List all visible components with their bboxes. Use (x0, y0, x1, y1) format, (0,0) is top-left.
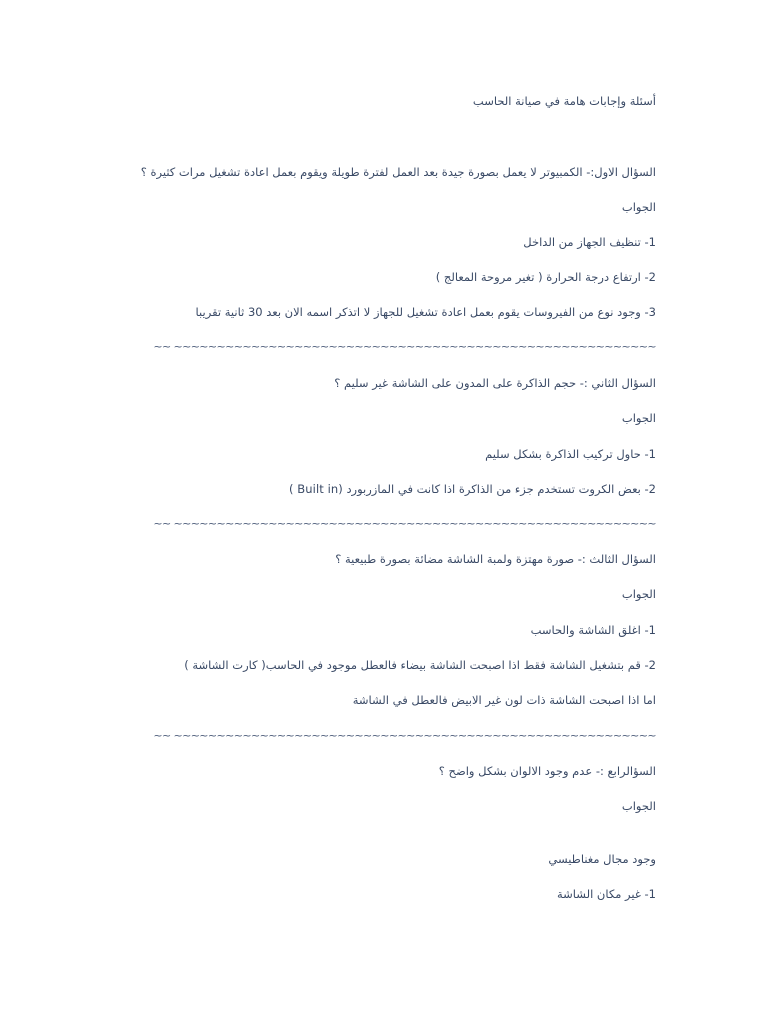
answer-3-item-2: 2- قم بتشغيل الشاشة فقط اذا اصبحت الشاشة بيضاء فالعطل موجود في الحاسب( كارت الشاشة ) (184, 658, 656, 672)
answer-2-item-2: 2- بعض الكروت تستخدم جزء من الذاكرة اذا كانت في المازربورد (Built in ) (289, 482, 656, 496)
question-2: السؤال الثاني :- حجم الذاكرة على المدون على الشاشة غير سليم ؟ (334, 376, 656, 390)
answer-label-2: الجواب (621, 411, 656, 425)
answer-4-item-1: 1- غير مكان الشاشة (557, 887, 656, 901)
answer-1-item-3: 3- وجود نوع من الفيروسات يقوم بعمل اعادة تشغيل للجهاز لا اتذكر اسمه الان بعد 30 ثانية تقريبا (195, 305, 656, 319)
separator-1: ~~ ~~~~~~~~~~~~~~~~~~~~~~~~~~~~~~~~~~~~~~~~~~~~~~~~~~~~~~~~ (153, 340, 656, 353)
answer-label-4: الجواب (621, 799, 656, 813)
document-title: أسئلة وإجابات هامة في صيانة الحاسب (472, 94, 656, 108)
answer-4-note: وجود مجال مغناطيسي (548, 852, 656, 866)
answer-3-item-3: اما اذا اصبحت الشاشة ذات لون غير الابيض فالعطل في الشاشة (352, 693, 656, 707)
question-1: السؤال الاول:- الكمبيوتر لا يعمل بصورة جيدة بعد العمل لفترة طويلة ويقوم بعمل اعادة تشغيل مرات كثيرة ؟ (140, 165, 656, 179)
answer-label-3: الجواب (621, 587, 656, 601)
question-4: السؤالرابع :- عدم وجود الالوان بشكل واضح ؟ (438, 764, 656, 778)
separator-2: ~~ ~~~~~~~~~~~~~~~~~~~~~~~~~~~~~~~~~~~~~~~~~~~~~~~~~~~~~~~~ (153, 517, 656, 530)
answer-1-item-2: 2- ارتفاع درجة الحرارة ( تغير مروحة المعالج ) (435, 270, 656, 284)
question-3: السؤال الثالث :- صورة مهتزة ولمبة الشاشة مضائة بصورة طبيعية ؟ (335, 552, 656, 566)
separator-3: ~~ ~~~~~~~~~~~~~~~~~~~~~~~~~~~~~~~~~~~~~~~~~~~~~~~~~~~~~~~~ (153, 729, 656, 742)
answer-2-item-1: 1- حاول تركيب الذاكرة بشكل سليم (485, 447, 656, 461)
answer-label-1: الجواب (621, 200, 656, 214)
answer-1-item-1: 1- تنظيف الجهاز من الداخل (523, 235, 656, 249)
answer-3-item-1: 1- اغلق الشاشة والحاسب (530, 623, 656, 637)
